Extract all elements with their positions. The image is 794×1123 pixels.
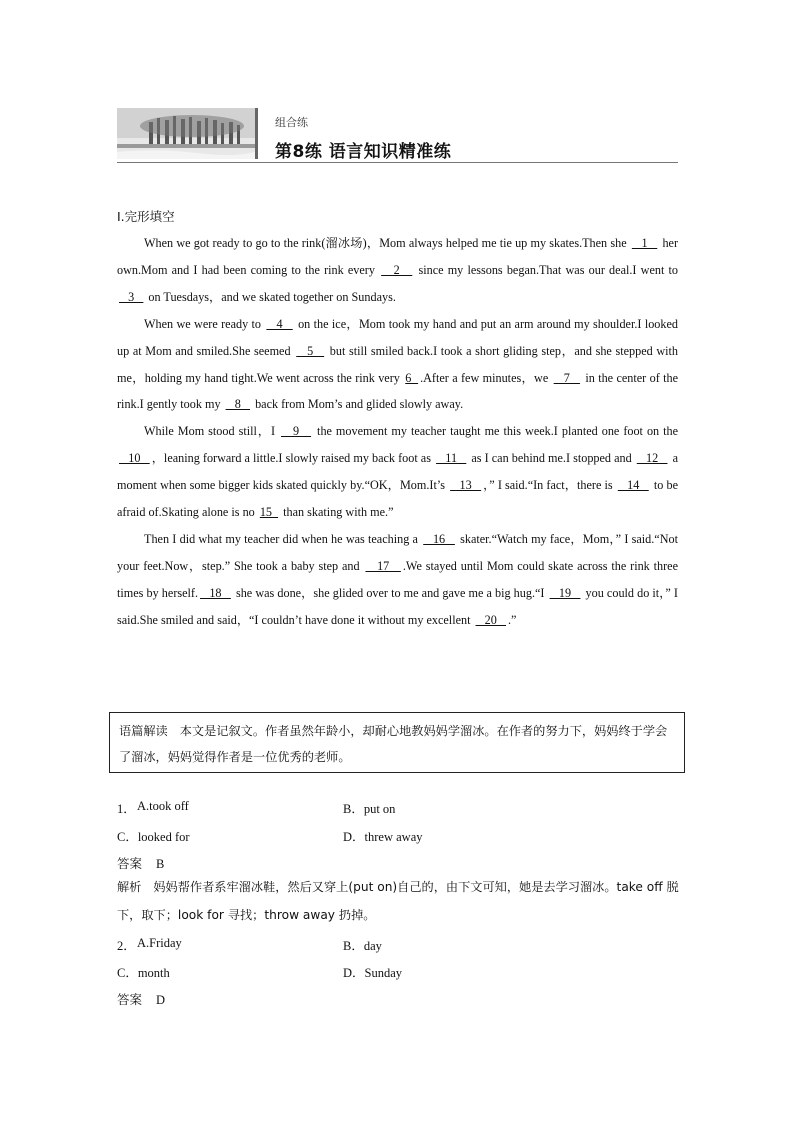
passage-text: on Tuesdays，and we skated together on Sundays. — [145, 289, 396, 304]
passage-text: you could do it，” I said.She smiled and said，“I couldn’t have done it without my excellent — [117, 585, 678, 627]
passage-text: than skating with me.” — [280, 505, 394, 520]
question-number: 2． — [117, 939, 136, 953]
cloze-blank: 13 — [450, 478, 482, 493]
passage-text: When we were ready to — [144, 316, 265, 331]
passage-text: ，” I said.“In fact，there is — [483, 478, 616, 493]
answer-label: 答案 — [117, 992, 143, 1007]
cloze-blank: 20 — [475, 612, 506, 627]
cloze-blank: 17 — [365, 558, 401, 573]
cloze-blank: 4 — [266, 316, 293, 331]
passage-paragraph — [117, 230, 678, 311]
option-d: D．Sunday — [343, 966, 403, 980]
answer-line — [117, 990, 165, 1008]
reading-analysis-box — [109, 712, 685, 773]
option-b: B．day — [343, 939, 382, 953]
passage-text: in the center of the rink.I gently took my — [117, 370, 679, 412]
option-c: C．month — [117, 966, 170, 980]
passage-text: While Mom stood still，I — [144, 424, 279, 439]
cloze-blank: 7 — [553, 370, 580, 385]
page-title: 第8练 语言知识精准练 — [275, 142, 452, 162]
section-heading: Ⅰ.完形填空 — [117, 209, 175, 224]
passage-text: her own.Mom and I had been coming to the rink every — [117, 236, 679, 277]
passage-text: the movement my teacher taught me this week.I planted one foot on the — [313, 424, 679, 439]
option-c: C．looked for — [117, 830, 190, 844]
cloze-blank: 6 — [405, 370, 419, 385]
answer-value: B — [156, 857, 165, 871]
passage-text: but still smiled back.I took a short gliding step，and she stepped with me，holding my hand tight.We went across the rink very — [117, 343, 679, 385]
cloze-blank: 3 — [119, 289, 144, 304]
cloze-blank: 9 — [281, 424, 312, 439]
option-d: D．threw away — [343, 830, 423, 844]
passage-text: since my lessons began.That was our deal.I went to — [414, 262, 678, 277]
cloze-blank: 8 — [225, 397, 251, 412]
option-b: B．put on — [343, 802, 396, 816]
question-number: 1． — [117, 802, 136, 816]
header-divider — [117, 162, 678, 163]
cloze-blank: 2 — [381, 262, 413, 277]
cloze-blank: 10 — [119, 451, 150, 466]
passage-paragraph — [117, 418, 678, 526]
explanation-text: 妈妈帮作者系牢溜冰鞋，然后又穿上(put on)自己的，由下文可知，她是去学习溜冰。take off 脱下，取下；look for 寻找；throw away 扔掉。 — [117, 880, 679, 922]
passage-text: she was done，she glided over to me and gave me a big hug.“I — [232, 585, 548, 600]
cloze-blank: 12 — [636, 451, 668, 466]
passage-text: back from Mom’s and glided slowly away. — [252, 397, 464, 412]
cloze-blank: 14 — [617, 478, 649, 493]
cloze-blank: 11 — [436, 451, 467, 466]
cloze-blank: 18 — [200, 585, 231, 600]
cloze-passage — [117, 230, 678, 634]
passage-text: .After a few minutes，we — [420, 370, 552, 385]
passage-text: a moment when some bigger kids skated quickly by.“OK，Mom.It’s — [117, 451, 678, 493]
passage-text: ，leaning forward a little.I slowly raised my back foot as — [151, 451, 435, 466]
explanation-label: 解析 — [117, 880, 142, 894]
cloze-blank: 1 — [631, 236, 658, 250]
option-a: A.Friday — [137, 936, 182, 950]
passage-paragraph — [117, 526, 678, 634]
explanation — [117, 873, 682, 929]
answer-value: D — [156, 993, 166, 1007]
answer-label: 答案 — [117, 856, 143, 871]
passage-text: .We stayed until Mom could skate across the rink three times by herself. — [117, 558, 679, 600]
cloze-blank: 16 — [423, 531, 455, 546]
passage-text: When we got ready to go to the rink(溜冰场)，Mom always helped me tie up my skates.Then she — [144, 236, 630, 250]
passage-text: on the ice，Mom took my hand and put an arm around my shoulder.I looked up at Mom and smiled.She seemed — [117, 316, 678, 358]
cloze-blank: 5 — [296, 343, 325, 358]
passage-text: .” — [508, 612, 517, 627]
reading-analysis-text: 本文是记叙文。作者虽然年龄小，却耐心地教妈妈学溜冰。在作者的努力下，妈妈终于学会了溜冰，妈妈觉得作者是一位优秀的老师。 — [119, 724, 668, 764]
passage-text: to be afraid of.Skating alone is no — [117, 478, 678, 520]
reading-analysis-label: 语篇解读 — [119, 724, 168, 738]
header-subtitle: 组合练 — [275, 116, 308, 129]
passage-text: as I can behind me.I stopped and — [468, 451, 635, 466]
passage-paragraph — [117, 311, 678, 419]
cloze-blank: 15 — [259, 505, 279, 520]
header-landscape-image — [117, 108, 258, 159]
cloze-blank: 19 — [549, 585, 581, 600]
passage-text: Then I did what my teacher did when he was teaching a — [144, 531, 422, 546]
passage-text: skater.“Watch my face，Mom，” I said.“Not your feet.Now，step.” She took a baby step and — [117, 531, 679, 573]
option-a: A.took off — [137, 799, 189, 813]
answer-line — [117, 854, 164, 872]
